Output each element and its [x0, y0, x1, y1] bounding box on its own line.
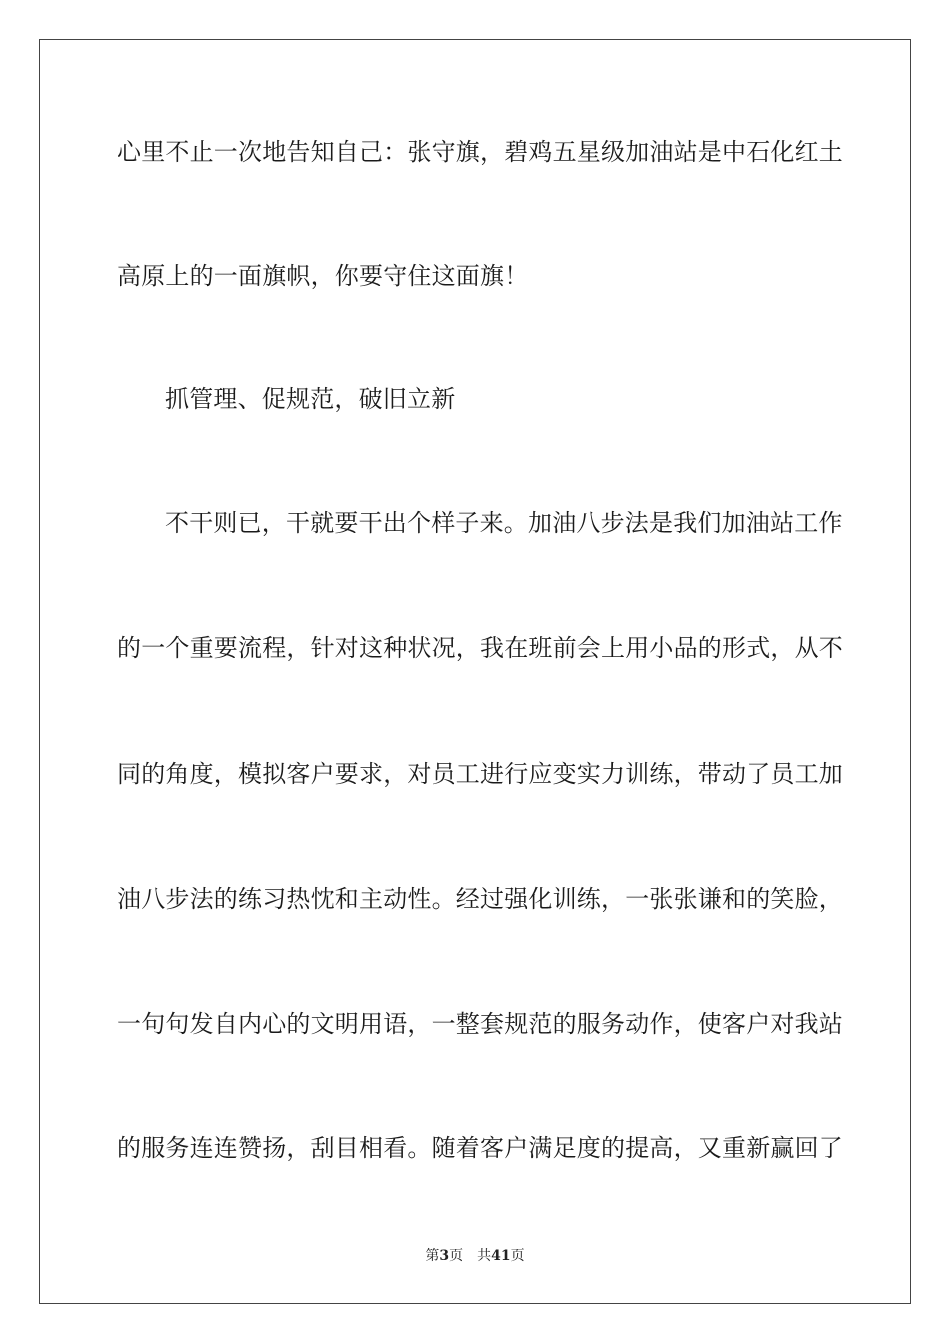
section-heading: 抓管理、促规范，破旧立新	[165, 385, 456, 413]
text-line: 的服务连连赞扬，刮目相看。随着客户满足度的提高，又重新赢回了	[117, 1134, 843, 1162]
page-suffix: 页	[449, 1248, 464, 1264]
text-line: 高原上的一面旗帜，你要守住这面旗！	[117, 262, 529, 290]
total-pages: 41	[491, 1248, 511, 1264]
page-number: 3	[439, 1248, 450, 1264]
page-frame	[39, 39, 911, 1304]
page-footer	[0, 1246, 950, 1266]
text-line: 的一个重要流程，针对这种状况，我在班前会上用小品的形式，从不	[117, 634, 843, 662]
total-prefix: 共	[477, 1248, 492, 1264]
text-line: 油八步法的练习热忱和主动性。经过强化训练，一张张谦和的笑脸，	[117, 885, 843, 913]
total-suffix: 页	[510, 1248, 525, 1264]
text-line: 心里不止一次地告知自己：张守旗，碧鸡五星级加油站是中石化红土	[117, 138, 843, 166]
page-prefix: 第	[425, 1248, 440, 1264]
text-line: 一句句发自内心的文明用语，一整套规范的服务动作，使客户对我站	[117, 1010, 843, 1038]
text-line: 同的角度，模拟客户要求，对员工进行应变实力训练，带动了员工加	[117, 760, 843, 788]
text-line: 不干则已，干就要干出个样子来。加油八步法是我们加油站工作	[165, 509, 843, 537]
